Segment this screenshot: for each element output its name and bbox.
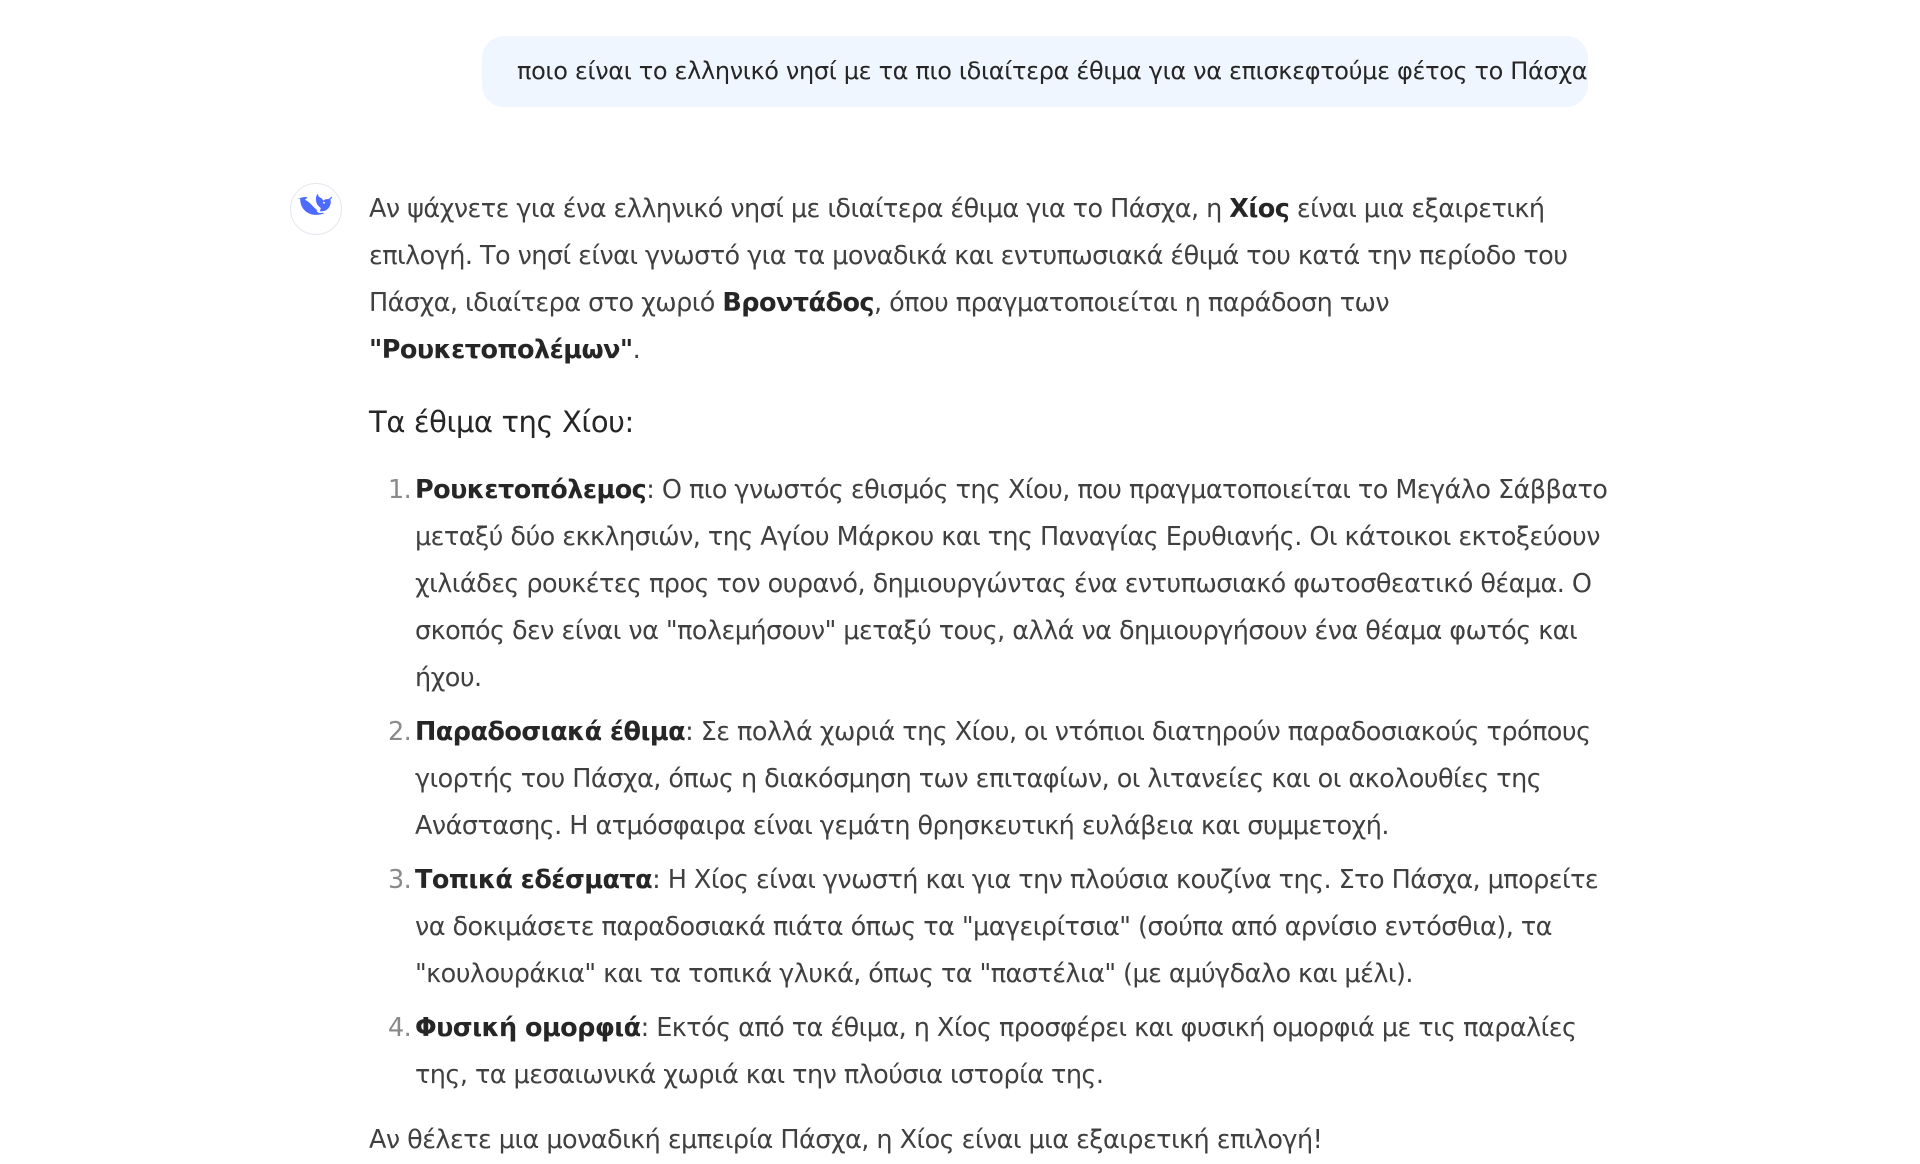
section-heading: Τα έθιμα της Χίου: [369, 405, 634, 439]
outro-paragraph: Αν θέλετε μια μοναδική εμπειρία Πάσχα, η Χίος είναι μια εξαιρετική επιλογή! [369, 1125, 1323, 1155]
list-item [369, 857, 1609, 998]
list-number: 2. [388, 717, 412, 747]
user-message-bubble: ποιο είναι το ελληνικό νησί με τα πιο ιδιαίτερα έθιμα για να επισκεφτούμε φέτος το Πάσχα [482, 36, 1588, 107]
list-item-title: Τοπικά εδέσματα [415, 865, 653, 895]
list-item-text: : Η Χίος είναι γνωστή και για την πλούσια κουζίνα της. Στο Πάσχα, μπορείτε να δοκιμάσετε παραδοσιακά πιάτα όπως τα "μαγειρίτσια" (σούπα από αρνίσιο εντόσθια), τα "κουλουράκια" και τα τοπικά γλυκά, όπως τα "παστέλια" (με αμύγδαλο και μέλι). [415, 865, 1599, 989]
intro-paragraph [369, 183, 1609, 374]
list-item-title: Παραδοσιακά έθιμα [415, 717, 686, 747]
list-item-title: Φυσική ομορφιά [415, 1013, 641, 1043]
list-item-text: : Εκτός από τα έθιμα, η Χίος προσφέρει και φυσική ομορφιά με τις παραλίες της, τα μεσαιωνικά χωριά και την πλούσια ιστορία της. [415, 1013, 1577, 1090]
list-number: 1. [388, 475, 412, 505]
intro-text: είναι μια εξαιρετική επιλογή. Το νησί είναι γνωστό για τα μοναδικά και εντυπωσιακά έθιμά του κατά την περίοδο του Πάσχα, ιδιαίτερα στο χωριό [369, 194, 1568, 318]
bold-vrontados: Βροντάδος [722, 288, 874, 318]
assistant-message-content [369, 183, 1609, 1164]
intro-text: Αν ψάχνετε για ένα ελληνικό νησί με ιδιαίτερα έθιμα για το Πάσχα, η [369, 194, 1230, 224]
list-number: 4. [388, 1013, 412, 1043]
whale-logo-icon [300, 194, 332, 224]
list-item [369, 467, 1609, 702]
list-number: 3. [388, 865, 412, 895]
bold-chios: Χίος [1229, 194, 1290, 224]
list-item [369, 1005, 1609, 1099]
list-item [369, 709, 1609, 850]
assistant-avatar [290, 183, 342, 235]
intro-text: , όπου πραγματοποιείται η παράδοση των [873, 288, 1390, 318]
list-item-text: : Σε πολλά χωριά της Χίου, οι ντόπιοι διατηρούν παραδοσιακούς τρόπους γιορτής του Πάσχα, όπως η διακόσμηση των επιταφίων, οι λιτανείες και οι ακολουθίες της Ανάστασης. Η ατμόσφαιρα είναι γεμάτη θρησκευτική ευλάβεια και συμμετοχή. [415, 717, 1591, 841]
bold-rouketopolemos: "Ρουκετοπολέμων" [369, 335, 633, 365]
list-item-text: : Ο πιο γνωστός εθισμός της Χίου, που πραγματοποιείται το Μεγάλο Σάββατο μεταξύ δύο εκκλησιών, της Αγίου Μάρκου και της Παναγίας Ερυθιανής. Οι κάτοικοι εκτοξεύουν χιλιάδες ρουκέτες προς τον ουρανό, δημιουργώντας ένα εντυπωσιακό φωτοσθεατικό θέαμα. Ο σκοπός δεν είναι να "πολεμήσουν" μεταξύ τους, αλλά να δημιουργήσουν ένα θέαμα φωτός και ήχου. [415, 475, 1608, 693]
customs-list [369, 467, 1609, 1099]
user-message-row [482, 36, 1588, 107]
intro-text: . [632, 335, 641, 365]
list-item-title: Ρουκετοπόλεμος [415, 475, 647, 505]
